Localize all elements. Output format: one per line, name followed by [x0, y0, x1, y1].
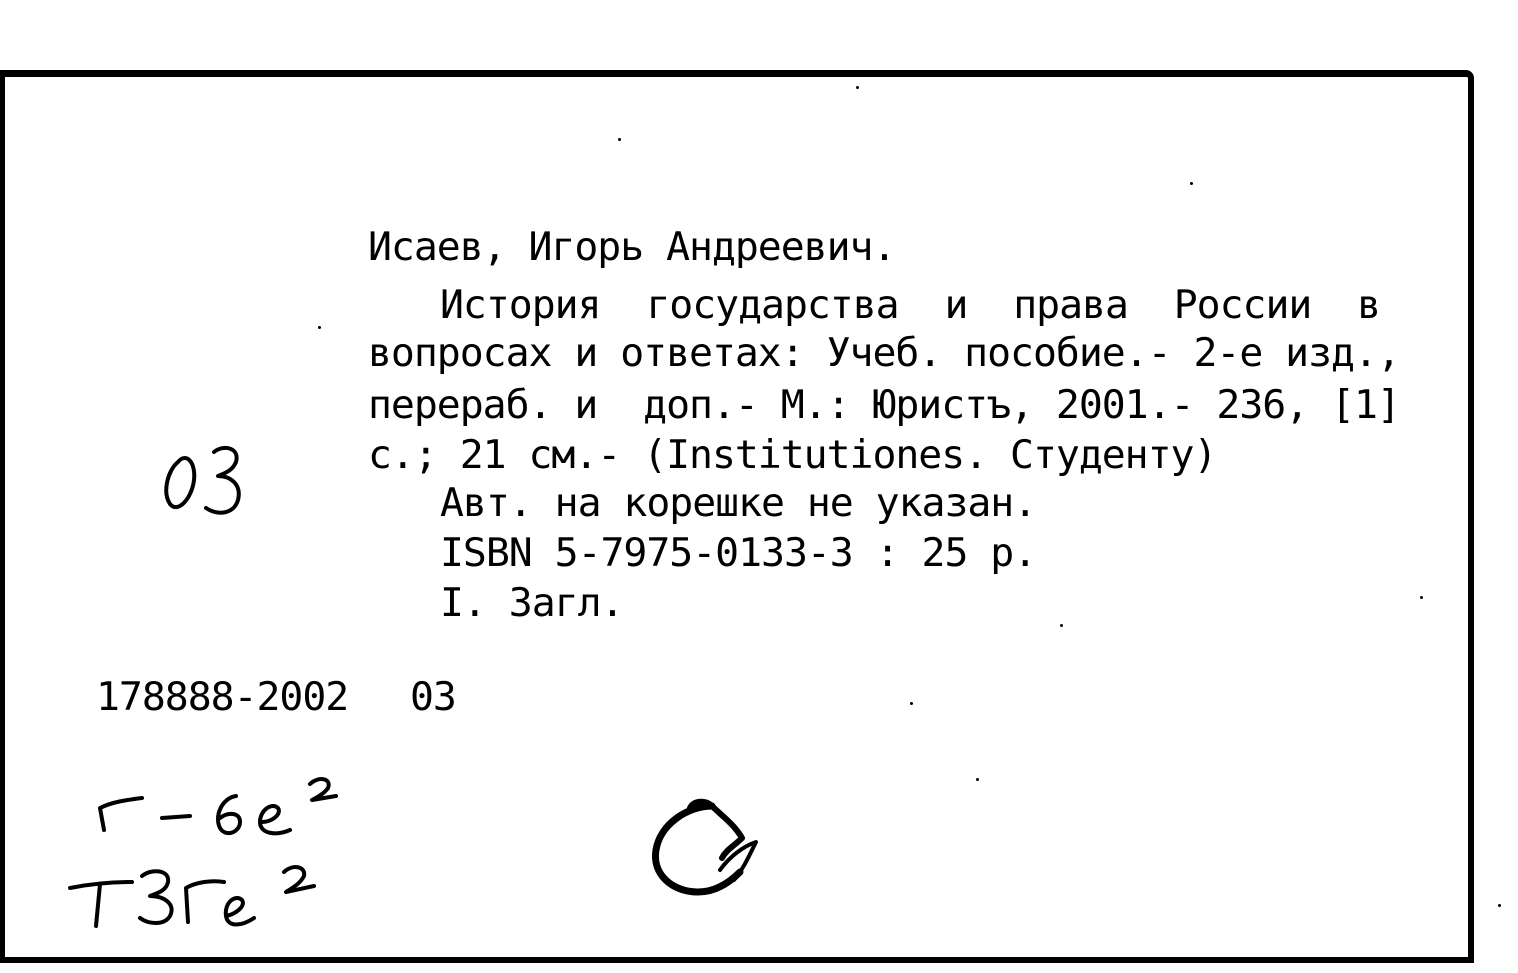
scan-speck	[976, 778, 979, 781]
scan-speck	[910, 702, 913, 705]
author-heading: Исаев, Игорь Андреевич.	[368, 225, 896, 270]
scan-speck	[1420, 596, 1423, 599]
scan-speck	[1498, 904, 1501, 907]
scan-speck	[856, 86, 859, 89]
title-line-4: с.; 21 см.- (Institutiones. Студенту)	[368, 433, 1217, 478]
scan-speck	[318, 326, 321, 329]
isbn-line: ISBN 5-7975-0133-3 : 25 р.	[440, 531, 1037, 576]
added-entry-line: I. Загл.	[440, 581, 624, 626]
note-line: Авт. на корешке не указан.	[440, 481, 1037, 526]
accession-number: 178888-2002	[96, 675, 349, 720]
scan-speck	[618, 138, 621, 141]
scan-speck	[1190, 182, 1193, 185]
title-line-3: перераб. и доп.- М.: Юристъ, 2001.- 236, [1]	[368, 383, 1400, 428]
accession-code: 03	[410, 675, 456, 720]
title-line-2: вопросах и ответах: Учеб. пособие.- 2-е изд.,	[368, 331, 1400, 376]
scan-speck	[1060, 624, 1063, 627]
title-line-1: История государства и права России в	[440, 283, 1381, 328]
